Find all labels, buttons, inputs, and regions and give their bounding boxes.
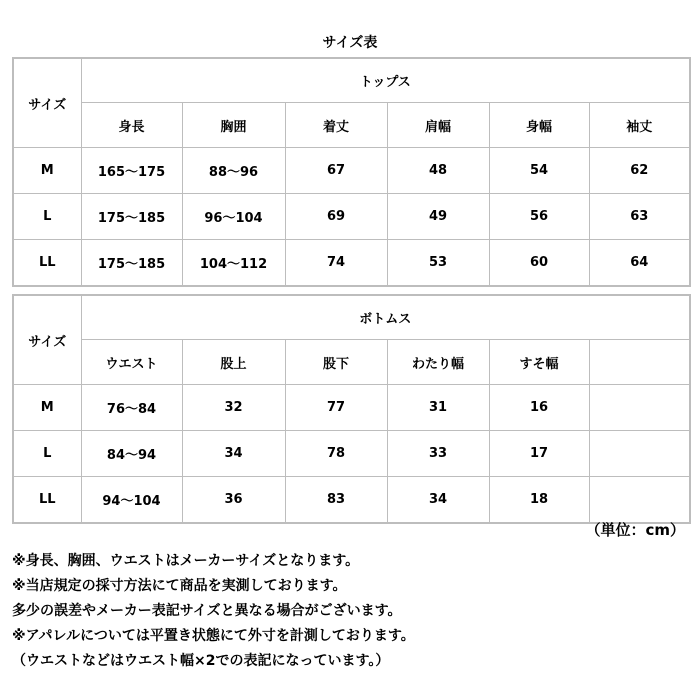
- table-cell: 34: [387, 477, 489, 524]
- table-cell: 54: [489, 148, 589, 194]
- table-cell: 18: [489, 477, 589, 524]
- table-cell: 175～185: [81, 240, 182, 287]
- note-line: 多少の誤差やメーカー表記サイズと異なる場合がございます。: [12, 603, 402, 619]
- size-cell: L: [13, 431, 81, 477]
- table-cell: 104～112: [182, 240, 285, 287]
- table-cell: 32: [182, 385, 285, 431]
- size-header: サイズ: [13, 295, 81, 385]
- table-cell: 64: [589, 240, 690, 287]
- table-row: [13, 148, 690, 194]
- table-row: [13, 385, 690, 431]
- note-line: ※身長、胸囲、ウエストはメーカーサイズとなります。: [12, 553, 360, 569]
- table-cell: 84～94: [81, 431, 182, 477]
- column-header: 股下: [285, 340, 387, 385]
- size-cell: M: [13, 385, 81, 431]
- notes: [12, 549, 692, 674]
- table-cell: 67: [285, 148, 387, 194]
- column-header: ウエスト: [81, 340, 182, 385]
- table-cell: 48: [387, 148, 489, 194]
- table-cell: 60: [489, 240, 589, 287]
- table-cell: 69: [285, 194, 387, 240]
- column-header: 身幅: [489, 103, 589, 148]
- table-row: [13, 194, 690, 240]
- column-header: 胸囲: [182, 103, 285, 148]
- note-line: （ウエストなどはウエスト幅×2での表記になっています。）: [12, 653, 390, 669]
- column-header: 肩幅: [387, 103, 489, 148]
- table-cell: 88～96: [182, 148, 285, 194]
- table-cell: 77: [285, 385, 387, 431]
- column-header: 着丈: [285, 103, 387, 148]
- table-cell: 33: [387, 431, 489, 477]
- table-cell: 74: [285, 240, 387, 287]
- table-row: [13, 431, 690, 477]
- column-header: すそ幅: [489, 340, 589, 385]
- table-cell: 34: [182, 431, 285, 477]
- table-row: [13, 240, 690, 287]
- table-cell: 175～185: [81, 194, 182, 240]
- table-cell: 56: [489, 194, 589, 240]
- table-cell: 53: [387, 240, 489, 287]
- bottoms-size-table: [12, 294, 691, 524]
- table-cell: [589, 431, 690, 477]
- table-cell: 36: [182, 477, 285, 524]
- table-cell: 16: [489, 385, 589, 431]
- bottoms-section-header: ボトムス: [81, 295, 690, 340]
- unit-label: （単位：cm）: [585, 521, 685, 539]
- table-cell: 17: [489, 431, 589, 477]
- table-cell: 63: [589, 194, 690, 240]
- column-header: 股上: [182, 340, 285, 385]
- table-cell: 78: [285, 431, 387, 477]
- table-cell: [589, 477, 690, 524]
- table-cell: 76～84: [81, 385, 182, 431]
- table-cell: [589, 385, 690, 431]
- size-cell: LL: [13, 477, 81, 524]
- size-cell: LL: [13, 240, 81, 287]
- column-header: 袖丈: [589, 103, 690, 148]
- column-header: [589, 340, 690, 385]
- page-title: サイズ表: [322, 35, 378, 51]
- size-cell: M: [13, 148, 81, 194]
- table-cell: 96～104: [182, 194, 285, 240]
- column-header: 身長: [81, 103, 182, 148]
- column-header: わたり幅: [387, 340, 489, 385]
- note-line: ※当店規定の採寸方法にて商品を実測しております。: [12, 578, 347, 594]
- size-header: サイズ: [13, 58, 81, 148]
- table-cell: 94～104: [81, 477, 182, 524]
- tops-size-table: [12, 57, 691, 287]
- size-cell: L: [13, 194, 81, 240]
- table-cell: 31: [387, 385, 489, 431]
- table-cell: 165～175: [81, 148, 182, 194]
- note-line: ※アパレルについては平置き状態にて外寸を計測しております。: [12, 628, 415, 644]
- table-cell: 62: [589, 148, 690, 194]
- table-row: [13, 477, 690, 524]
- tops-section-header: トップス: [81, 58, 690, 103]
- table-cell: 49: [387, 194, 489, 240]
- table-cell: 83: [285, 477, 387, 524]
